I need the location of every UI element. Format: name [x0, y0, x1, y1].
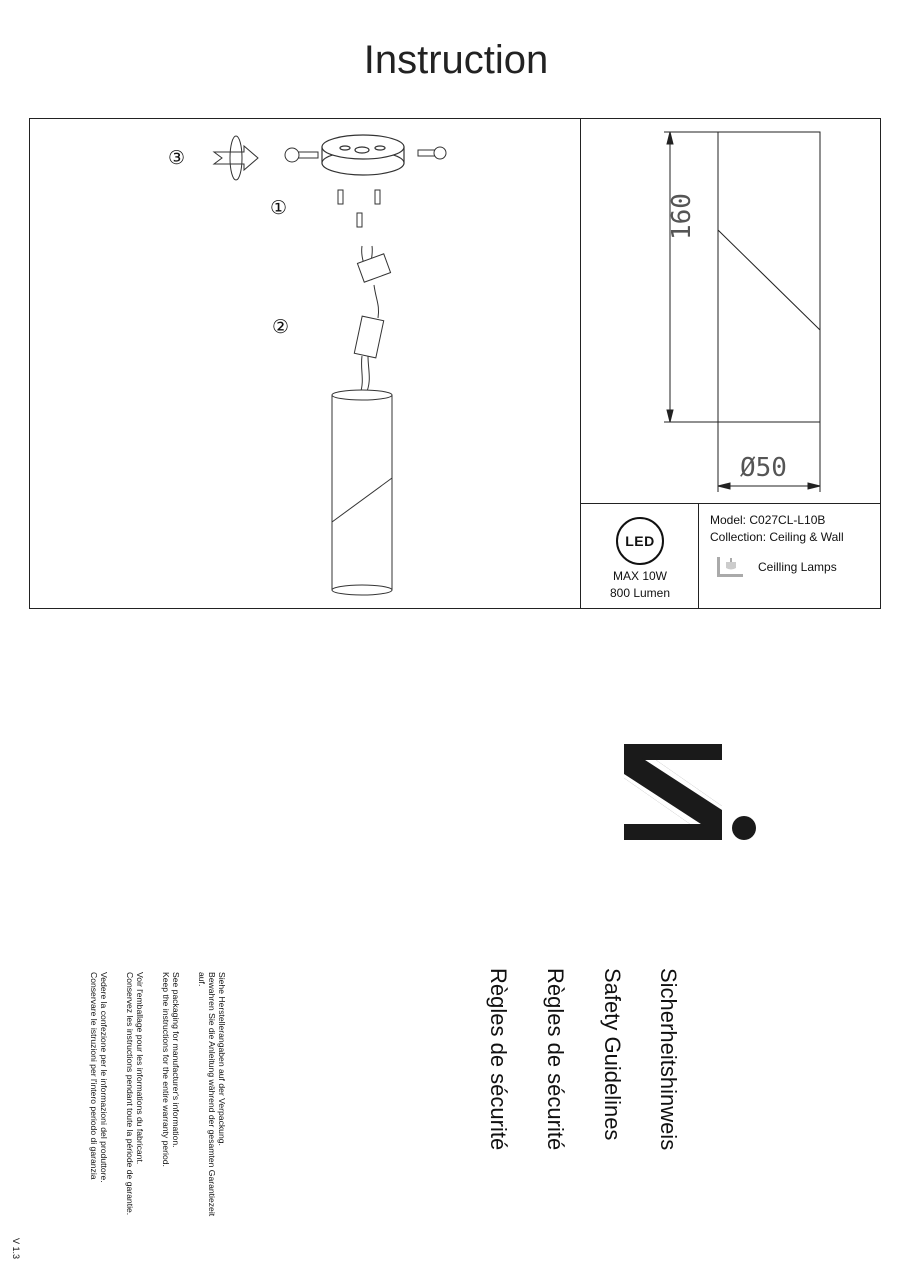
note-fr-line-2: Conservez les instructions pendant toute la période de garantie. [125, 972, 135, 1216]
category-label: Ceilling Lamps [758, 560, 837, 574]
step-2-label: ② [272, 317, 290, 338]
dimension-diagram [580, 118, 881, 503]
safety-heading-fr-2: Règles de sécurité [486, 968, 511, 1151]
collection: Collection: Ceiling & Wall [710, 530, 844, 544]
diameter-dimension: Ø50 [740, 453, 787, 483]
note-en-line-2: Keep the instructions for the entire warranty period. [161, 972, 171, 1167]
step-3-label: ③ [168, 148, 186, 169]
note-de-line-2: Bewahren Sie die Anleitung während der gesamten Garantiezeit [207, 972, 217, 1217]
note-de-line-1: Siehe Herstellerangaben auf der Verpackung. [217, 972, 227, 1146]
led-icon: LED [616, 517, 664, 565]
safety-heading-de: Sicherheitshinweis [656, 968, 681, 1151]
note-it-line-2: Conservare le istruzioni per l'intero periodo di garanzia [89, 972, 99, 1180]
category-row [716, 556, 837, 578]
version-label: V 1.3 [11, 1238, 21, 1260]
note-en-line-1: See packaging for manufacturer's information. [171, 972, 181, 1148]
divider [698, 503, 699, 609]
safety-heading-en: Safety Guidelines [600, 968, 625, 1141]
page-title: Instruction [363, 38, 549, 82]
divider [580, 503, 881, 504]
installation-diagram [0, 0, 580, 610]
maytoni-logo [624, 744, 764, 844]
note-it-line-1: Vedere la confezione per le informazioni del produttore. [99, 972, 109, 1183]
safety-heading-fr: Règles de sécurité [543, 968, 568, 1151]
luminous-flux: 800 Lumen [609, 586, 671, 600]
model-number: Model: C027CL-L10B [710, 513, 826, 527]
height-dimension: 160 [667, 193, 697, 240]
max-power: MAX 10W [612, 569, 667, 583]
note-de-line-3: auf. [197, 972, 207, 987]
note-fr-line-1: Voir l'emballage pour les informations du fabricant. [135, 972, 145, 1165]
step-1-label: ① [270, 198, 288, 219]
ceiling-lamp-icon [716, 556, 744, 578]
